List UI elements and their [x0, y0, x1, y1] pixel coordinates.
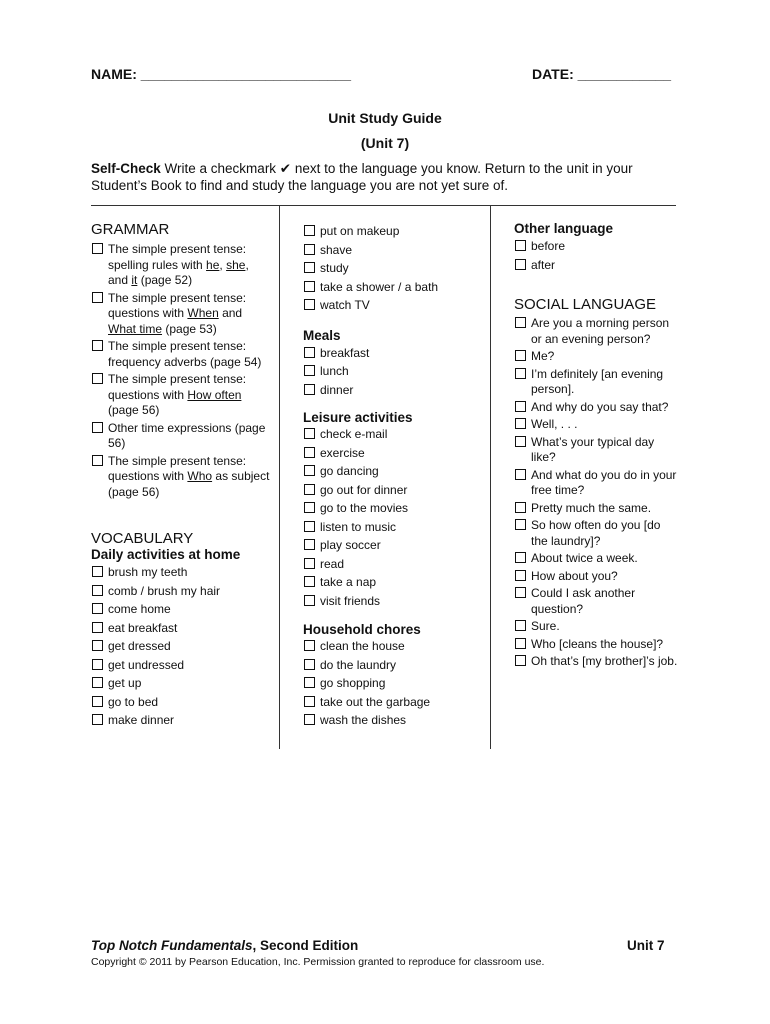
list-item: clean the house [303, 639, 483, 655]
meals-heading: Meals [303, 327, 341, 343]
checkbox[interactable] [515, 436, 526, 447]
checkbox[interactable] [515, 469, 526, 480]
self-check-label: Self-Check [91, 161, 161, 176]
book-title: Top Notch Fundamentals [91, 938, 253, 953]
checkbox[interactable] [92, 677, 103, 688]
checkbox[interactable] [304, 225, 315, 236]
grammar-item: The simple present tense: questions with When and What time (page 53) [91, 291, 271, 338]
checkbox[interactable] [92, 640, 103, 651]
column-language [514, 221, 679, 670]
column-grammar-vocabulary [91, 221, 271, 729]
list-item: Well, . . . [514, 417, 679, 433]
list-item: put on makeup [303, 224, 483, 240]
list-item: I’m definitely [an evening person]. [514, 367, 679, 398]
checkbox[interactable] [304, 539, 315, 550]
list-item: Are you a morning person or an evening person? [514, 316, 679, 347]
horizontal-divider [91, 205, 676, 206]
list-item: go to bed [91, 695, 271, 711]
list-item: Could I ask another question? [514, 586, 679, 617]
checkbox[interactable] [92, 373, 103, 384]
checkbox[interactable] [92, 696, 103, 707]
list-item: take a nap [303, 575, 483, 591]
list-item: Pretty much the same. [514, 501, 679, 517]
checkbox[interactable] [92, 622, 103, 633]
list-item: check e-mail [303, 427, 483, 443]
grammar-item: The simple present tense: frequency adverbs (page 54) [91, 339, 271, 370]
checkbox[interactable] [515, 638, 526, 649]
column-divider-2 [490, 206, 491, 749]
leisure-heading: Leisure activities [303, 410, 413, 425]
checkbox[interactable] [304, 558, 315, 569]
grammar-heading: GRAMMAR [91, 221, 170, 238]
checkbox[interactable] [515, 587, 526, 598]
checkbox[interactable] [304, 244, 315, 255]
checkbox[interactable] [304, 640, 315, 651]
list-item: wash the dishes [303, 713, 483, 729]
list-item: get up [91, 676, 271, 692]
list-item: brush my teeth [91, 565, 271, 581]
checkbox[interactable] [304, 465, 315, 476]
list-item: get dressed [91, 639, 271, 655]
checkbox[interactable] [92, 585, 103, 596]
checkbox[interactable] [92, 455, 103, 466]
checkbox[interactable] [515, 317, 526, 328]
list-item: go shopping [303, 676, 483, 692]
checkbox[interactable] [304, 677, 315, 688]
book-edition: , Second Edition [252, 938, 359, 953]
list-item: Who [cleans the house]? [514, 637, 679, 653]
list-item: go out for dinner [303, 483, 483, 499]
list-item: after [514, 258, 679, 274]
list-item: Sure. [514, 619, 679, 635]
checkbox[interactable] [304, 262, 315, 273]
list-item: come home [91, 602, 271, 618]
book-title-footer [91, 938, 358, 953]
checkbox[interactable] [92, 603, 103, 614]
list-item: eat breakfast [91, 621, 271, 637]
list-item: listen to music [303, 520, 483, 536]
checkbox[interactable] [515, 620, 526, 631]
checkbox[interactable] [515, 401, 526, 412]
list-item: breakfast [303, 346, 483, 362]
checkbox[interactable] [304, 502, 315, 513]
list-item: before [514, 239, 679, 255]
checkbox[interactable] [515, 368, 526, 379]
checkbox[interactable] [515, 502, 526, 513]
checkbox[interactable] [515, 519, 526, 530]
list-item: dinner [303, 383, 483, 399]
checkbox[interactable] [515, 655, 526, 666]
checkbox[interactable] [92, 292, 103, 303]
list-item: play soccer [303, 538, 483, 554]
grammar-item: The simple present tense: questions with Who as subject (page 56) [91, 454, 271, 501]
other-language-heading: Other language [514, 221, 614, 236]
self-check-text: Write a checkmark ✔ next to the language you know. Return to the unit in your Student’s Book to find and study the language you are not yet sure of. [91, 161, 633, 193]
list-item: And what do you do in your free time? [514, 468, 679, 499]
checkbox[interactable] [304, 299, 315, 310]
list-item: What’s your typical day like? [514, 435, 679, 466]
checkbox[interactable] [92, 243, 103, 254]
checkbox[interactable] [304, 365, 315, 376]
checkbox[interactable] [92, 566, 103, 577]
copyright-text: Copyright © 2011 by Pearson Education, Inc. Permission granted to reproduce for classroom use. [91, 956, 545, 968]
checkbox[interactable] [92, 340, 103, 351]
list-item: comb / brush my hair [91, 584, 271, 600]
checkbox[interactable] [515, 570, 526, 581]
social-language-heading: SOCIAL LANGUAGE [514, 296, 656, 313]
checkbox[interactable] [304, 521, 315, 532]
checkbox[interactable] [304, 595, 315, 606]
list-item: take a shower / a bath [303, 280, 483, 296]
list-item: watch TV [303, 298, 483, 314]
list-item: Oh that’s [my brother]’s job. [514, 654, 679, 670]
checkbox[interactable] [92, 659, 103, 670]
checkbox[interactable] [515, 350, 526, 361]
list-item: do the laundry [303, 658, 483, 674]
grammar-item: Other time expressions (page 56) [91, 421, 271, 452]
page-subtitle: (Unit 7) [360, 135, 410, 151]
household-chores-heading: Household chores [303, 622, 421, 637]
vocabulary-heading: VOCABULARY [91, 530, 194, 547]
checkbox[interactable] [515, 259, 526, 270]
list-item: take out the garbage [303, 695, 483, 711]
checkbox[interactable] [515, 552, 526, 563]
list-item: go dancing [303, 464, 483, 480]
name-field-label: NAME: ___________________________ [91, 66, 351, 82]
column-divider-1 [279, 206, 280, 749]
grammar-item: The simple present tense: spelling rules with he, she, and it (page 52) [91, 242, 271, 289]
self-check-instructions [91, 160, 681, 194]
checkbox[interactable] [304, 484, 315, 495]
checkbox[interactable] [304, 696, 315, 707]
checkbox[interactable] [92, 714, 103, 725]
checkbox[interactable] [304, 447, 315, 458]
list-item: get undressed [91, 658, 271, 674]
unit-label: Unit 7 [627, 938, 665, 953]
list-item: go to the movies [303, 501, 483, 517]
grammar-item: The simple present tense: questions with How often (page 56) [91, 372, 271, 419]
checkbox[interactable] [304, 659, 315, 670]
checkbox[interactable] [304, 347, 315, 358]
list-item: exercise [303, 446, 483, 462]
checkbox[interactable] [515, 240, 526, 251]
list-item: And why do you say that? [514, 400, 679, 416]
checkbox[interactable] [515, 418, 526, 429]
list-item: How about you? [514, 569, 679, 585]
checkbox[interactable] [304, 428, 315, 439]
list-item: About twice a week. [514, 551, 679, 567]
date-field-label: DATE: ____________ [532, 66, 672, 82]
list-item: study [303, 261, 483, 277]
list-item: make dinner [91, 713, 271, 729]
checkbox[interactable] [92, 422, 103, 433]
list-item: lunch [303, 364, 483, 380]
checkbox[interactable] [304, 281, 315, 292]
list-item: Me? [514, 349, 679, 365]
checkbox[interactable] [304, 384, 315, 395]
checkbox[interactable] [304, 576, 315, 587]
social-language-list [514, 316, 679, 670]
column-activities [303, 224, 483, 729]
list-item: visit friends [303, 594, 483, 610]
checkbox[interactable] [304, 714, 315, 725]
list-item: read [303, 557, 483, 573]
daily-activities-list [91, 565, 271, 729]
list-item: shave [303, 243, 483, 259]
page-title: Unit Study Guide [328, 110, 442, 126]
list-item: So how often do you [do the laundry]? [514, 518, 679, 549]
daily-activities-heading: Daily activities at home [91, 547, 241, 562]
